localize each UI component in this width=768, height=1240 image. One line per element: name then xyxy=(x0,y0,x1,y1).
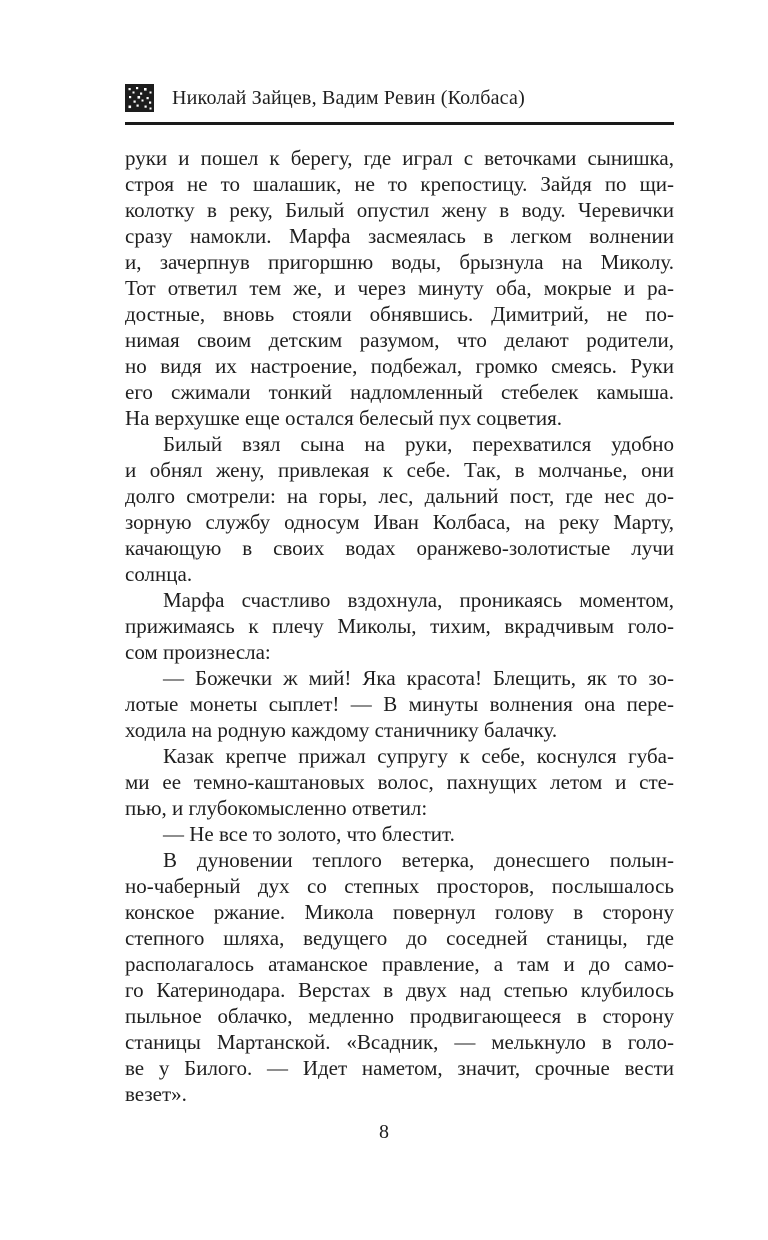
text-line: лотые монеты сыплет! — В минуты волнения она пере- xyxy=(125,692,674,716)
text-line: — Божечки ж мий! Яка красота! Блещить, як то зо- xyxy=(163,666,674,690)
text-line: Марфа счастливо вздохнула, проникаясь моментом, xyxy=(163,588,674,612)
header-rule xyxy=(125,122,674,125)
text-line: ми ее темно-каштановых волос, пахнущих летом и сте- xyxy=(125,770,674,794)
page-number: 8 xyxy=(379,1121,389,1143)
text-line: Тот ответил тем же, и через минуту оба, мокрые и ра- xyxy=(125,276,674,300)
text-line: его сжимали тонкий надломленный стебелек камыша. xyxy=(125,380,674,404)
header-authors: Николай Зайцев, Вадим Ревин (Колбаса) xyxy=(172,87,525,109)
text-line: На верхушке еще остался белесый пух соцветия. xyxy=(125,406,562,430)
text-line: станицы Мартанской. «Всадник, — мелькнуло в голо- xyxy=(125,1030,674,1054)
text-line: нимая своим детским разумом, что делают родители, xyxy=(125,328,674,352)
text-line: конское ржание. Микола повернул голову в сторону xyxy=(125,900,674,924)
text-line: степного шляха, ведущего до соседней станицы, где xyxy=(125,926,674,950)
text-line: но видя их настроение, подбежал, громко смеясь. Руки xyxy=(125,354,674,378)
text-line: достные, вновь стояли обнявшись. Димитрий, не по- xyxy=(125,302,674,326)
text-line: долго смотрели: на горы, лес, дальний пост, где нес до- xyxy=(125,484,674,508)
text-line: располагалось атаманское правление, а там и до само- xyxy=(125,952,674,976)
text-line: руки и пошел к берегу, где играл с веточками сынишка, xyxy=(125,146,674,170)
text-line: зорную службу односум Иван Колбаса, на реку Марту, xyxy=(125,510,674,534)
text-line: ве у Билого. — Идет наметом, значит, срочные вести xyxy=(125,1056,674,1080)
text-line: ходила на родную каждому станичнику балачку. xyxy=(125,718,558,742)
text-line: колотку в реку, Билый опустил жену в воду. Черевички xyxy=(125,198,674,222)
text-line: везет». xyxy=(125,1082,187,1106)
body-text xyxy=(125,145,674,1107)
text-line: го Катеринодара. Верстах в двух над степью клубилось xyxy=(125,978,674,1002)
text-line: — Не все то золото, что блестит. xyxy=(163,822,455,846)
text-line: качающую в своих водах оранжево-золотистые лучи xyxy=(125,536,674,560)
text-line: строя не то шалашик, не то крепостицу. Зайдя по щи- xyxy=(125,172,674,196)
speckled-square-ornament-icon xyxy=(125,84,154,112)
text-line: В дуновении теплого ветерка, донесшего полын- xyxy=(163,848,674,872)
page-footer xyxy=(0,1119,768,1145)
running-header xyxy=(125,84,674,112)
text-line: Билый взял сына на руки, перехватился удобно xyxy=(163,432,674,456)
text-line: но-чаберный дух со степных просторов, послышалось xyxy=(125,874,674,898)
text-line: солнца. xyxy=(125,562,193,586)
text-line: и обнял жену, привлекая к себе. Так, в молчанье, они xyxy=(125,458,674,482)
text-line: сразу намокли. Марфа засмеялась в легком волнении xyxy=(125,224,674,248)
text-line: сом произнесла: xyxy=(125,640,271,664)
text-line: пью, и глубокомысленно ответил: xyxy=(125,796,428,820)
text-line: и, зачерпнув пригоршню воды, брызнула на Миколу. xyxy=(125,250,674,274)
text-line: Казак крепче прижал супругу к себе, коснулся губа- xyxy=(163,744,674,768)
text-line: прижимаясь к плечу Миколы, тихим, вкрадчивым голо- xyxy=(125,614,674,638)
text-line: пыльное облачко, медленно продвигающееся в сторону xyxy=(125,1004,674,1028)
